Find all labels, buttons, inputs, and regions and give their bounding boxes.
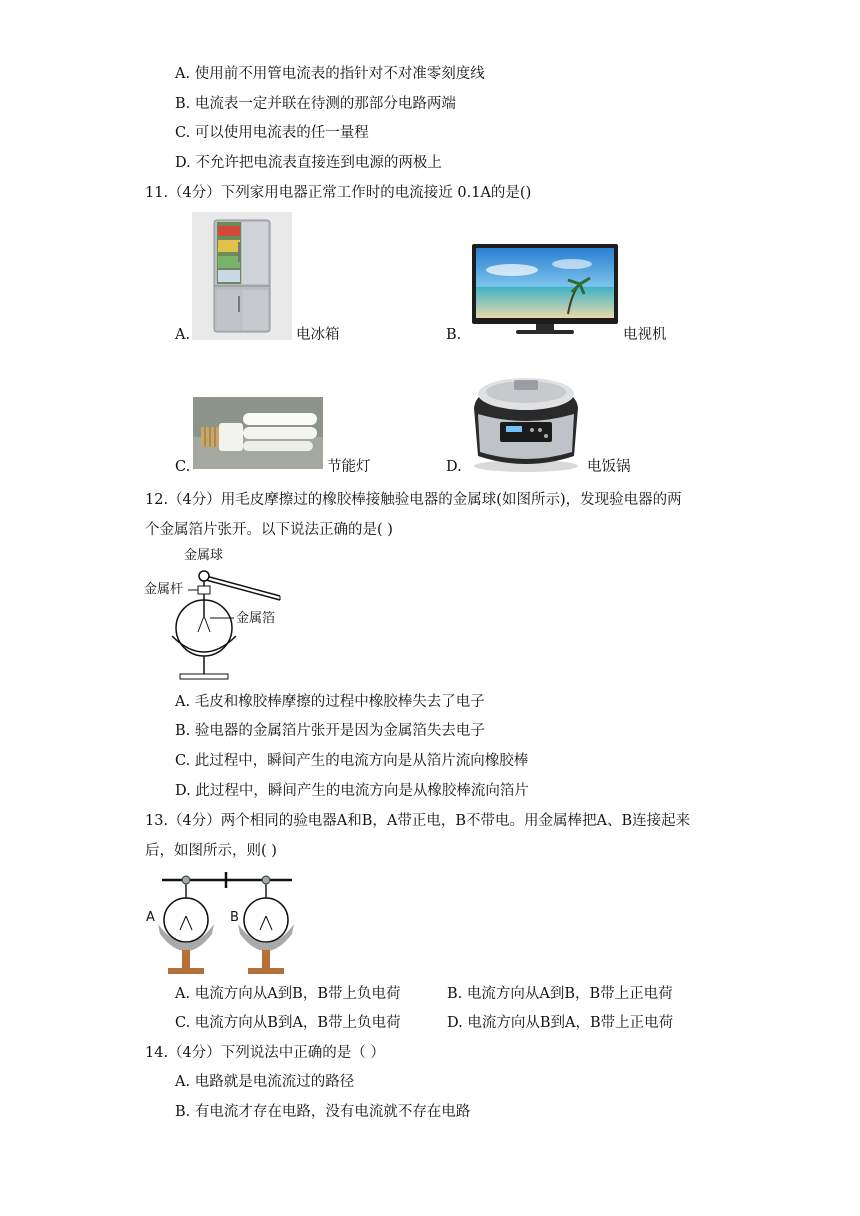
two-electroscopes-diagram (140, 868, 298, 978)
q10-option-c: C. 可以使用电流表的任一量程 (175, 125, 369, 141)
q11-option-a-letter: A. (175, 327, 191, 343)
q14-stem: 14.（4分）下列说法中正确的是（ ） (145, 1045, 385, 1061)
q11-option-b-name: 电视机 (623, 327, 667, 343)
refrigerator-image (192, 212, 292, 340)
fig-label-a: A (146, 910, 155, 925)
television-image (472, 244, 618, 336)
q13-option-b: B. 电流方向从A到B，B带上正电荷 (447, 986, 673, 1002)
q11-option-d-name: 电饭锅 (587, 459, 631, 475)
fig-label-metal-rod: 金属杆 (144, 582, 184, 597)
q14-option-b: B. 有电流才存在电路，没有电流就不存在电路 (175, 1104, 471, 1120)
q13-option-c: C. 电流方向从B到A，B带上负电荷 (175, 1015, 401, 1031)
rice-cooker-image (466, 368, 586, 474)
q10-option-b: B. 电流表一定并联在待测的那部分电路两端 (175, 96, 456, 112)
q10-option-a: A. 使用前不用管电流表的指针对不对准零刻度线 (175, 66, 485, 82)
fig-label-metal-ball: 金属球 (184, 548, 224, 563)
q11-option-d-letter: D. (446, 459, 462, 475)
q13-stem-line2: 后，如图所示，则( ) (145, 843, 277, 859)
q13-stem-line1: 13.（4分）两个相同的验电器A和B，A带正电，B不带电。用金属棒把A、B连接起来 (145, 813, 691, 829)
q12-stem-line2: 个金属箔片张开。以下说法正确的是( ) (145, 522, 393, 538)
q11-option-a-name: 电冰箱 (296, 327, 340, 343)
q12-option-c: C. 此过程中，瞬间产生的电流方向是从箔片流向橡胶棒 (175, 753, 529, 769)
energy-saving-lamp-image (193, 397, 323, 469)
fig-label-metal-foil: 金属箔 (236, 611, 276, 626)
q10-option-d: D. 不允许把电流表直接连到电源的两极上 (175, 155, 442, 171)
q12-option-d: D. 此过程中，瞬间产生的电流方向是从橡胶棒流向箔片 (175, 783, 529, 799)
q11-option-c-letter: C. (175, 459, 191, 475)
q12-option-a: A. 毛皮和橡胶棒摩擦的过程中橡胶棒失去了电子 (175, 694, 485, 710)
q12-option-b: B. 验电器的金属箔片张开是因为金属箔失去电子 (175, 723, 485, 739)
q13-option-d: D. 电流方向从B到A，B带上正电荷 (447, 1015, 674, 1031)
q12-stem-line1: 12.（4分）用毛皮摩擦过的橡胶棒接触验电器的金属球(如图所示)，发现验电器的两 (145, 492, 682, 508)
q11-option-b-letter: B. (446, 327, 462, 343)
fig-label-b: B (230, 910, 239, 925)
q11-option-c-name: 节能灯 (327, 459, 371, 475)
q13-option-a: A. 电流方向从A到B，B带上负电荷 (175, 986, 401, 1002)
q11-stem: 11.（4分）下列家用电器正常工作时的电流接近 0.1A的是() (145, 185, 532, 201)
q14-option-a: A. 电路就是电流流过的路径 (175, 1074, 355, 1090)
